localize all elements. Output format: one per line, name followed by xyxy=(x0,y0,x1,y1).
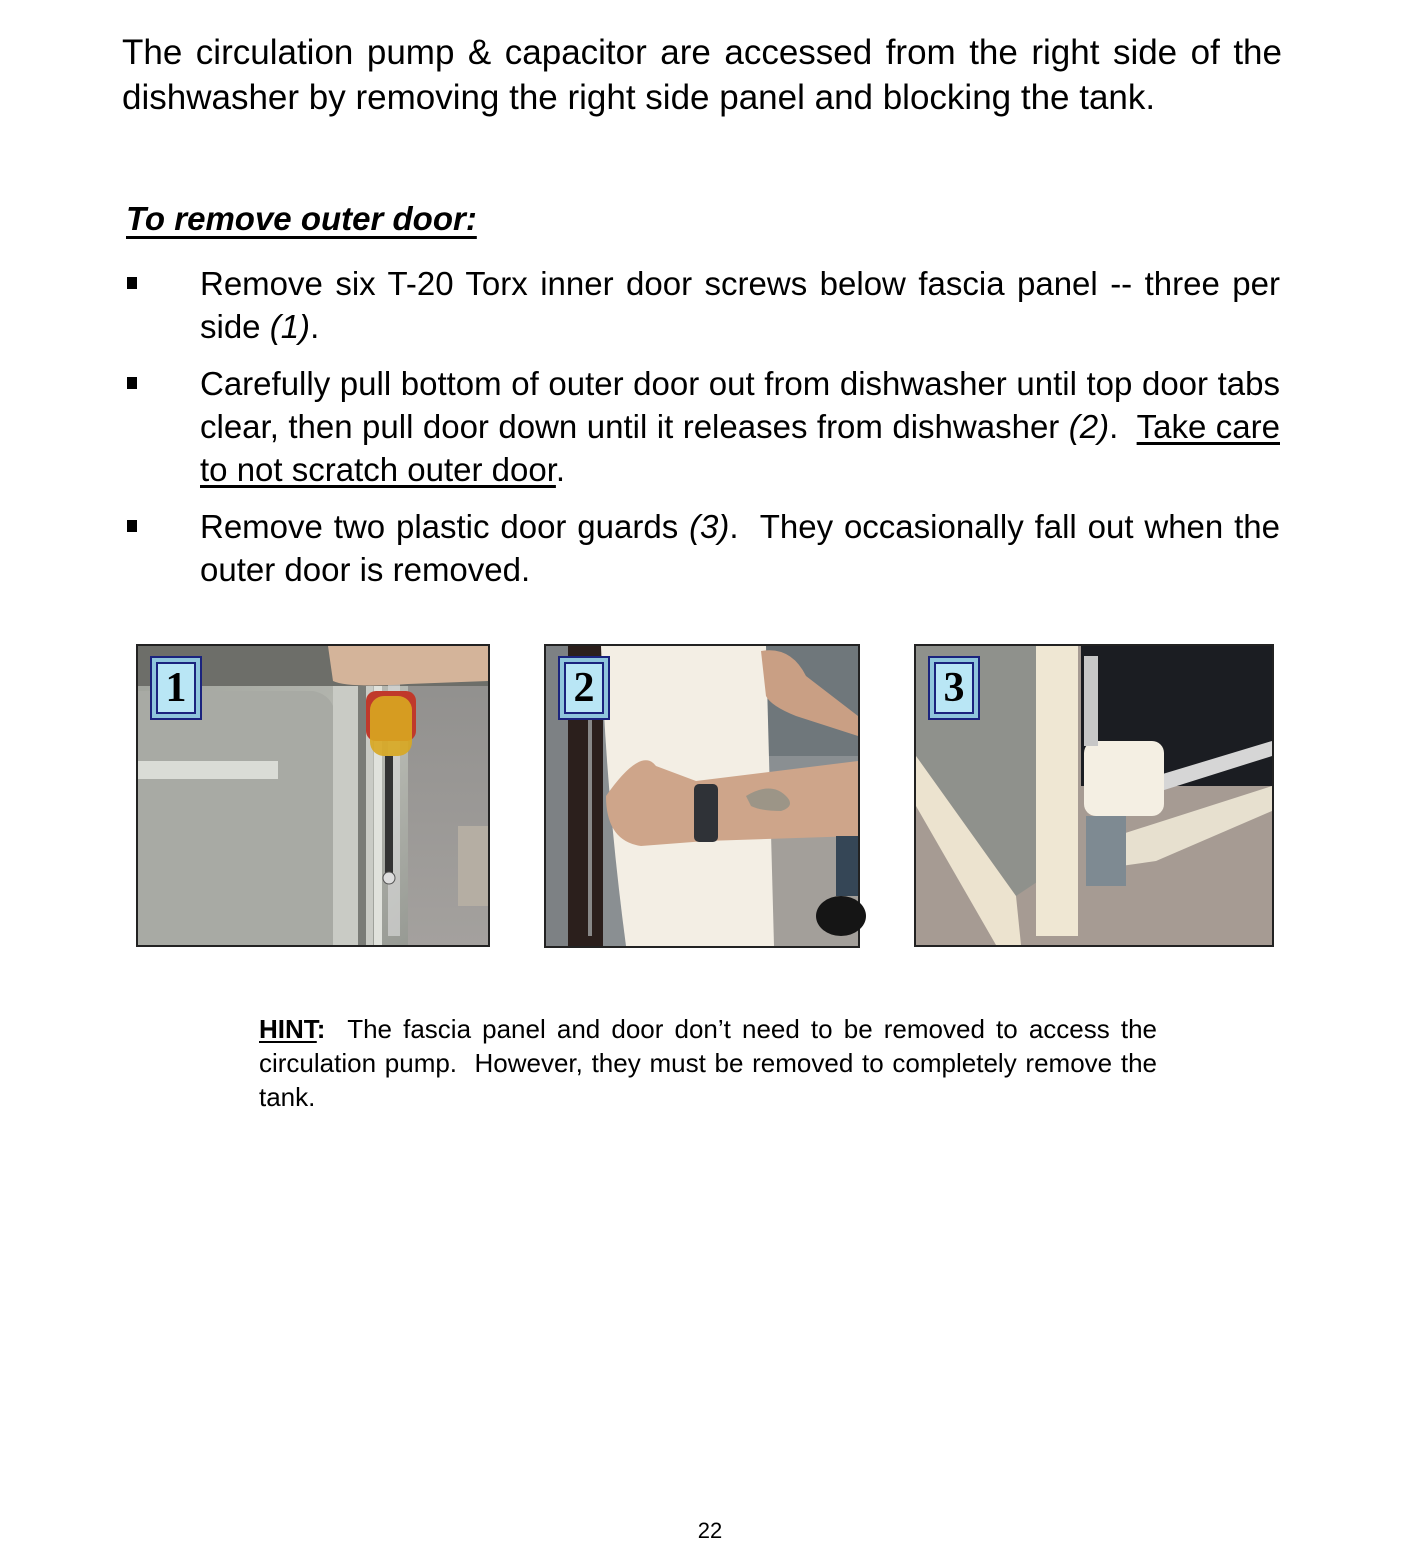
instruction-suffix: . They occasionally fall out when the outer door is removed. xyxy=(200,508,1290,588)
instruction-body: Remove two plastic door guards xyxy=(200,508,690,545)
hint-colon: : xyxy=(316,1014,326,1044)
intro-paragraph: The circulation pump & capacitor are accessed from the right side of the dishwasher by removing the right side panel and blocking the tank. xyxy=(122,33,1282,117)
bullet-icon xyxy=(127,520,137,532)
bullet-icon xyxy=(127,377,137,389)
photo-reference: (3) xyxy=(689,508,730,545)
bullet-icon xyxy=(127,277,137,289)
instruction-text xyxy=(200,362,1280,491)
photo-3 xyxy=(914,644,1274,947)
caution-note: Take care to not scratch outer door xyxy=(200,408,1280,488)
instruction-text xyxy=(200,262,1280,348)
wristwatch xyxy=(694,784,718,842)
page-number: 22 xyxy=(697,1518,723,1543)
photo-number-badge: 1 xyxy=(150,656,202,720)
photo-reference: (2) xyxy=(1068,408,1110,445)
hint-text: The fascia panel and door don’t need to be removed to access the circulation pump. However, they must be removed to completely remove the tank. xyxy=(259,1014,1165,1112)
instruction-suffix: . xyxy=(1109,408,1137,445)
photo-number-badge: 3 xyxy=(928,656,980,720)
instruction-text xyxy=(200,505,1290,591)
instruction-body: Remove six T-20 Torx inner door screws below fascia panel -- three per side xyxy=(200,265,1280,345)
section-heading: To remove outer door: xyxy=(126,200,477,237)
photo-number-badge: 2 xyxy=(558,656,610,720)
photo-1 xyxy=(136,644,490,947)
hint-note xyxy=(259,1012,1165,1114)
door-edge xyxy=(1036,646,1078,936)
plastic-door-guard xyxy=(1084,741,1164,816)
photo-2 xyxy=(544,644,860,948)
hint-label: HINT xyxy=(259,1014,317,1044)
instruction-body: Carefully pull bottom of outer door out from dishwasher until top door tabs clear, then pull door down until it releases from dishwasher xyxy=(200,365,1280,445)
instruction-suffix: . xyxy=(310,308,320,345)
screwdriver-shaft xyxy=(385,756,393,876)
hinge xyxy=(1086,816,1126,886)
photo-reference: (1) xyxy=(269,308,311,345)
instruction-end: . xyxy=(555,451,566,488)
hand xyxy=(328,646,488,685)
